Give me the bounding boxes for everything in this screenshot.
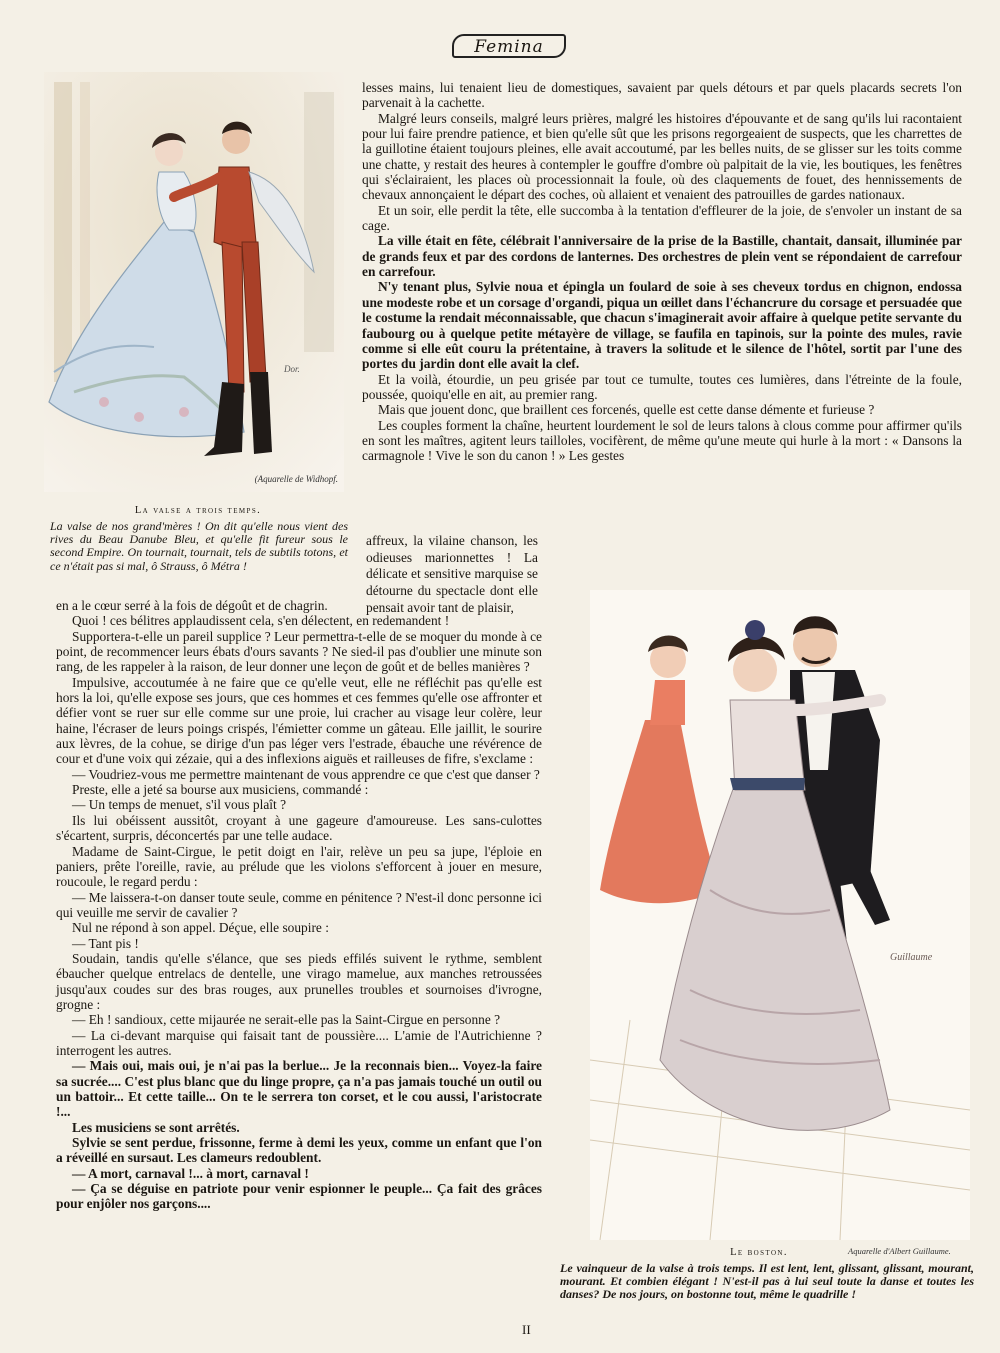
paragraph: — Mais oui, mais oui, je n'ai pas la berlue... Je la reconnais bien... Voyez-la faire sa sucrée.... C'est plus blanc que du linge propre, ça n'a pas jamais touché un outil ou un battoir... Et cette taille... On te le serrera ton corset, et le cou aussi, l'aristocrate !...	[56, 1058, 542, 1120]
paragraph: Sylvie se sent perdue, frissonne, ferme à demi les yeux, comme un enfant que l'on a réveillé en sursaut. Les clameurs redoublent.	[56, 1135, 542, 1166]
paragraph: Nul ne répond à son appel. Déçue, elle soupire :	[72, 920, 329, 936]
paragraph: — Ça se déguise en patriote pour venir espionner le peuple... Ça fait des grâces pour enjôler nos garçons....	[56, 1181, 542, 1212]
waltz-credit: (Aquarelle de Widhopf.	[254, 474, 338, 484]
paragraph: La ville était en fête, célébrait l'anniversaire de la prise de la Bastille, chantait, dansait, illuminée par de grands feux et par des cordons de lanternes. Des orchestres de plein vent se répondaient de carrefour en carrefour.	[362, 233, 962, 280]
boston-watercolor	[590, 590, 970, 1240]
paragraph: Ils lui obéissent aussitôt, croyant à une gageure d'amoureuse. Les sans-culottes s'écartent, surpris, déconcertés par une telle audace.	[56, 812, 542, 844]
page-number: II	[522, 1322, 531, 1337]
article-column-right-top	[362, 80, 962, 464]
waltz-illustration	[44, 72, 344, 492]
paragraph: Les musiciens se sont arrêtés.	[72, 1119, 240, 1135]
waltz-caption: La valse de nos grand'mères ! On dit qu'elle nous vient des rives du Beau Danube Bleu, et qu'elle fit fureur sous le second Empire. On tournait, tournait, tels de subtils totons, et ce n'était pas si mal, ô Strauss, ô Métra !	[50, 519, 348, 573]
paragraph: Madame de Saint-Cirgue, le petit doigt en l'air, relève un peu sa jupe, l'éploie en paniers, prête l'oreille, ravie, au prélude que les violons s'efforcent à jouer en mesure, roucoule, le regard perdu :	[56, 843, 542, 890]
paragraph: Preste, elle a jeté sa bourse aux musiciens, commandé :	[72, 782, 369, 798]
paragraph: Et la voilà, étourdie, un peu grisée par tout ce tumulte, toutes ces lumières, dans l'étreinte de la foule, poussée, quoiqu'elle en ait, au premier rang.	[362, 371, 962, 402]
paragraph: — Eh ! sandioux, cette mijaurée ne serait-elle pas la Saint-Cirgue en personne ?	[72, 1012, 501, 1028]
svg-text:Dor.: Dor.	[284, 364, 300, 374]
article-column-left	[56, 598, 542, 1212]
boston-caption-title: Le boston.	[730, 1247, 788, 1258]
boston-caption: Le vainqueur de la valse à trois temps. Il est lent, lent, glissant, glissant, mourant, mourant. Et combien élégant ! N'est-il pas à lui seul toute la danse et toutes les danses? De nos jours, on bostonne tout, même le quadrille !	[560, 1261, 974, 1302]
paragraph: affreux, la vilaine chanson, les odieuses marionnettes ! La délicate et sensitive marquise se détourne du spectacle dont elle pensait avoir tant de plaisir,	[366, 533, 538, 615]
waltz-caption-title: La valse a trois temps.	[134, 505, 262, 516]
boston-credit: Aquarelle d'Albert Guillaume.	[848, 1246, 951, 1256]
paragraph: Supportera-t-elle un pareil supplice ? Leur permettra-t-elle de se moquer du monde à ce point, de recommencer leurs ébats d'ours savants ? Ne sied-il pas d'oublier une minute son rang, de les rappeler à la raison, de leur donner une leçon de goût et de belles manières ?	[56, 628, 542, 675]
paragraph: — A mort, carnaval !... à mort, carnaval !	[72, 1165, 309, 1181]
paragraph: Impulsive, accoutumée à ne faire que ce qu'elle veut, elle ne réfléchit pas qu'elle est hors la loi, qu'elle expose ses jours, que ces hommes et ces femmes qu'elle ose affronter et défier vont se ruer sur elle comme sur une proie, lui cracher au visage leur colère, leur haine, l'écraser de leurs poings crispés, l'émietter comme un gâteau. Elle jaillit, le sourire aux lèvres, de la cohue, se dirige d'un pas léger vers l'estrade, ébauche une révérence de cour et d'une voix qui zézaie, qui a des inflexions aiguës et railleuses de fifre, s'exclame :	[56, 674, 542, 767]
svg-text:Guillaume: Guillaume	[890, 952, 933, 963]
paragraph: Les couples forment la chaîne, heurtent lourdement le sol de leurs talons à clous comme pour affirmer qu'ils en sont les maîtres, agitent leurs tailloles, vocifèrent, de même qu'une meute qui hurle à la mort : « Dansons la carmagnole ! Vive le son du canon ! » Les gestes	[362, 417, 962, 464]
paragraph: en a le cœur serré à la fois de dégoût et de chagrin.	[56, 598, 328, 613]
paragraph: — Un temps de menuet, s'il vous plaît ?	[72, 797, 287, 813]
paragraph: — Me laissera-t-on danser toute seule, comme en pénitence ? N'est-il donc personne ici qui veuille me servir de cavalier ?	[56, 889, 542, 920]
paragraph: lesses mains, lui tenaient lieu de domestiques, savaient par quels détours et par quels placards secrets l'on parvenait à la cachette.	[362, 80, 962, 111]
paragraph: — La ci-devant marquise qui faisait tant de poussière.... L'amie de l'Autrichienne ? interrogent les autres.	[56, 1027, 542, 1058]
masthead-logo: Femina	[452, 34, 566, 58]
paragraph: N'y tenant plus, Sylvie noua et épingla un foulard de soie à ses cheveux tordus en chignon, endossa une modeste robe et un corsage d'organdi, piqua un œillet dans l'échancrure du corsage et persuadée que le costume la rendait méconnaissable, que chacun s'imaginerait avoir affaire à quelque petite servante du faubourg ou à quelque petite métayère de village, se faufila en tapinois, sur la pointe des mules, ravie comme si elle eût couru la prétentaine, à travers la solitude et le silence de l'hôtel, sortit par l'une des portes du jardin dont elle avait la clef.	[362, 279, 962, 372]
paragraph: Soudain, tandis qu'elle s'élance, que ses pieds effilés suivent le rythme, semblent ébaucher quelque entrelacs de dentelle, une virago mamelue, aux manches retroussées jusqu'aux coudes sur des bras rouges, aux prunelles troubles et sournoises d'ivrogne, grogne :	[56, 950, 542, 1012]
boston-illustration	[590, 590, 970, 1240]
paragraph: — Voudriez-vous me permettre maintenant de vous apprendre ce que c'est que danser ?	[72, 766, 540, 782]
paragraph: Quoi ! ces bélitres applaudissent cela, s'en délectent, en redemandent !	[72, 613, 450, 629]
waltz-watercolor	[44, 72, 344, 492]
paragraph: Mais que jouent donc, que braillent ces forcenés, quelle est cette danse démente et furieuse ?	[378, 402, 875, 418]
paragraph: Et un soir, elle perdit la tête, elle succomba à la tentation d'effleurer de la joie, de s'envoler un instant de sa cage.	[362, 202, 962, 234]
paragraph: Malgré leurs conseils, malgré leurs prières, malgré les histoires d'épouvante et de sang qu'ils lui racontaient pour lui faire prendre patience, et bien qu'elle sût que les prisons regorgeaient de suspects, que les charrettes de la guillotine étaient toujours pleines, elle avait accoutumé, par les belles nuits, de se glisser sur les toits comme une chatte, y restait des heures à contempler le gouffre d'ombre où palpitait de la vie, les boutiques, les fenêtres qui s'éclairaient, les places où processionnait la foule, où des claquements de fouet, des hennissements de chevaux annonçaient le départ des coches, où allaient et venaient des patrouilles de gardes nationaux.	[362, 110, 962, 203]
paragraph: — Tant pis !	[72, 935, 139, 951]
